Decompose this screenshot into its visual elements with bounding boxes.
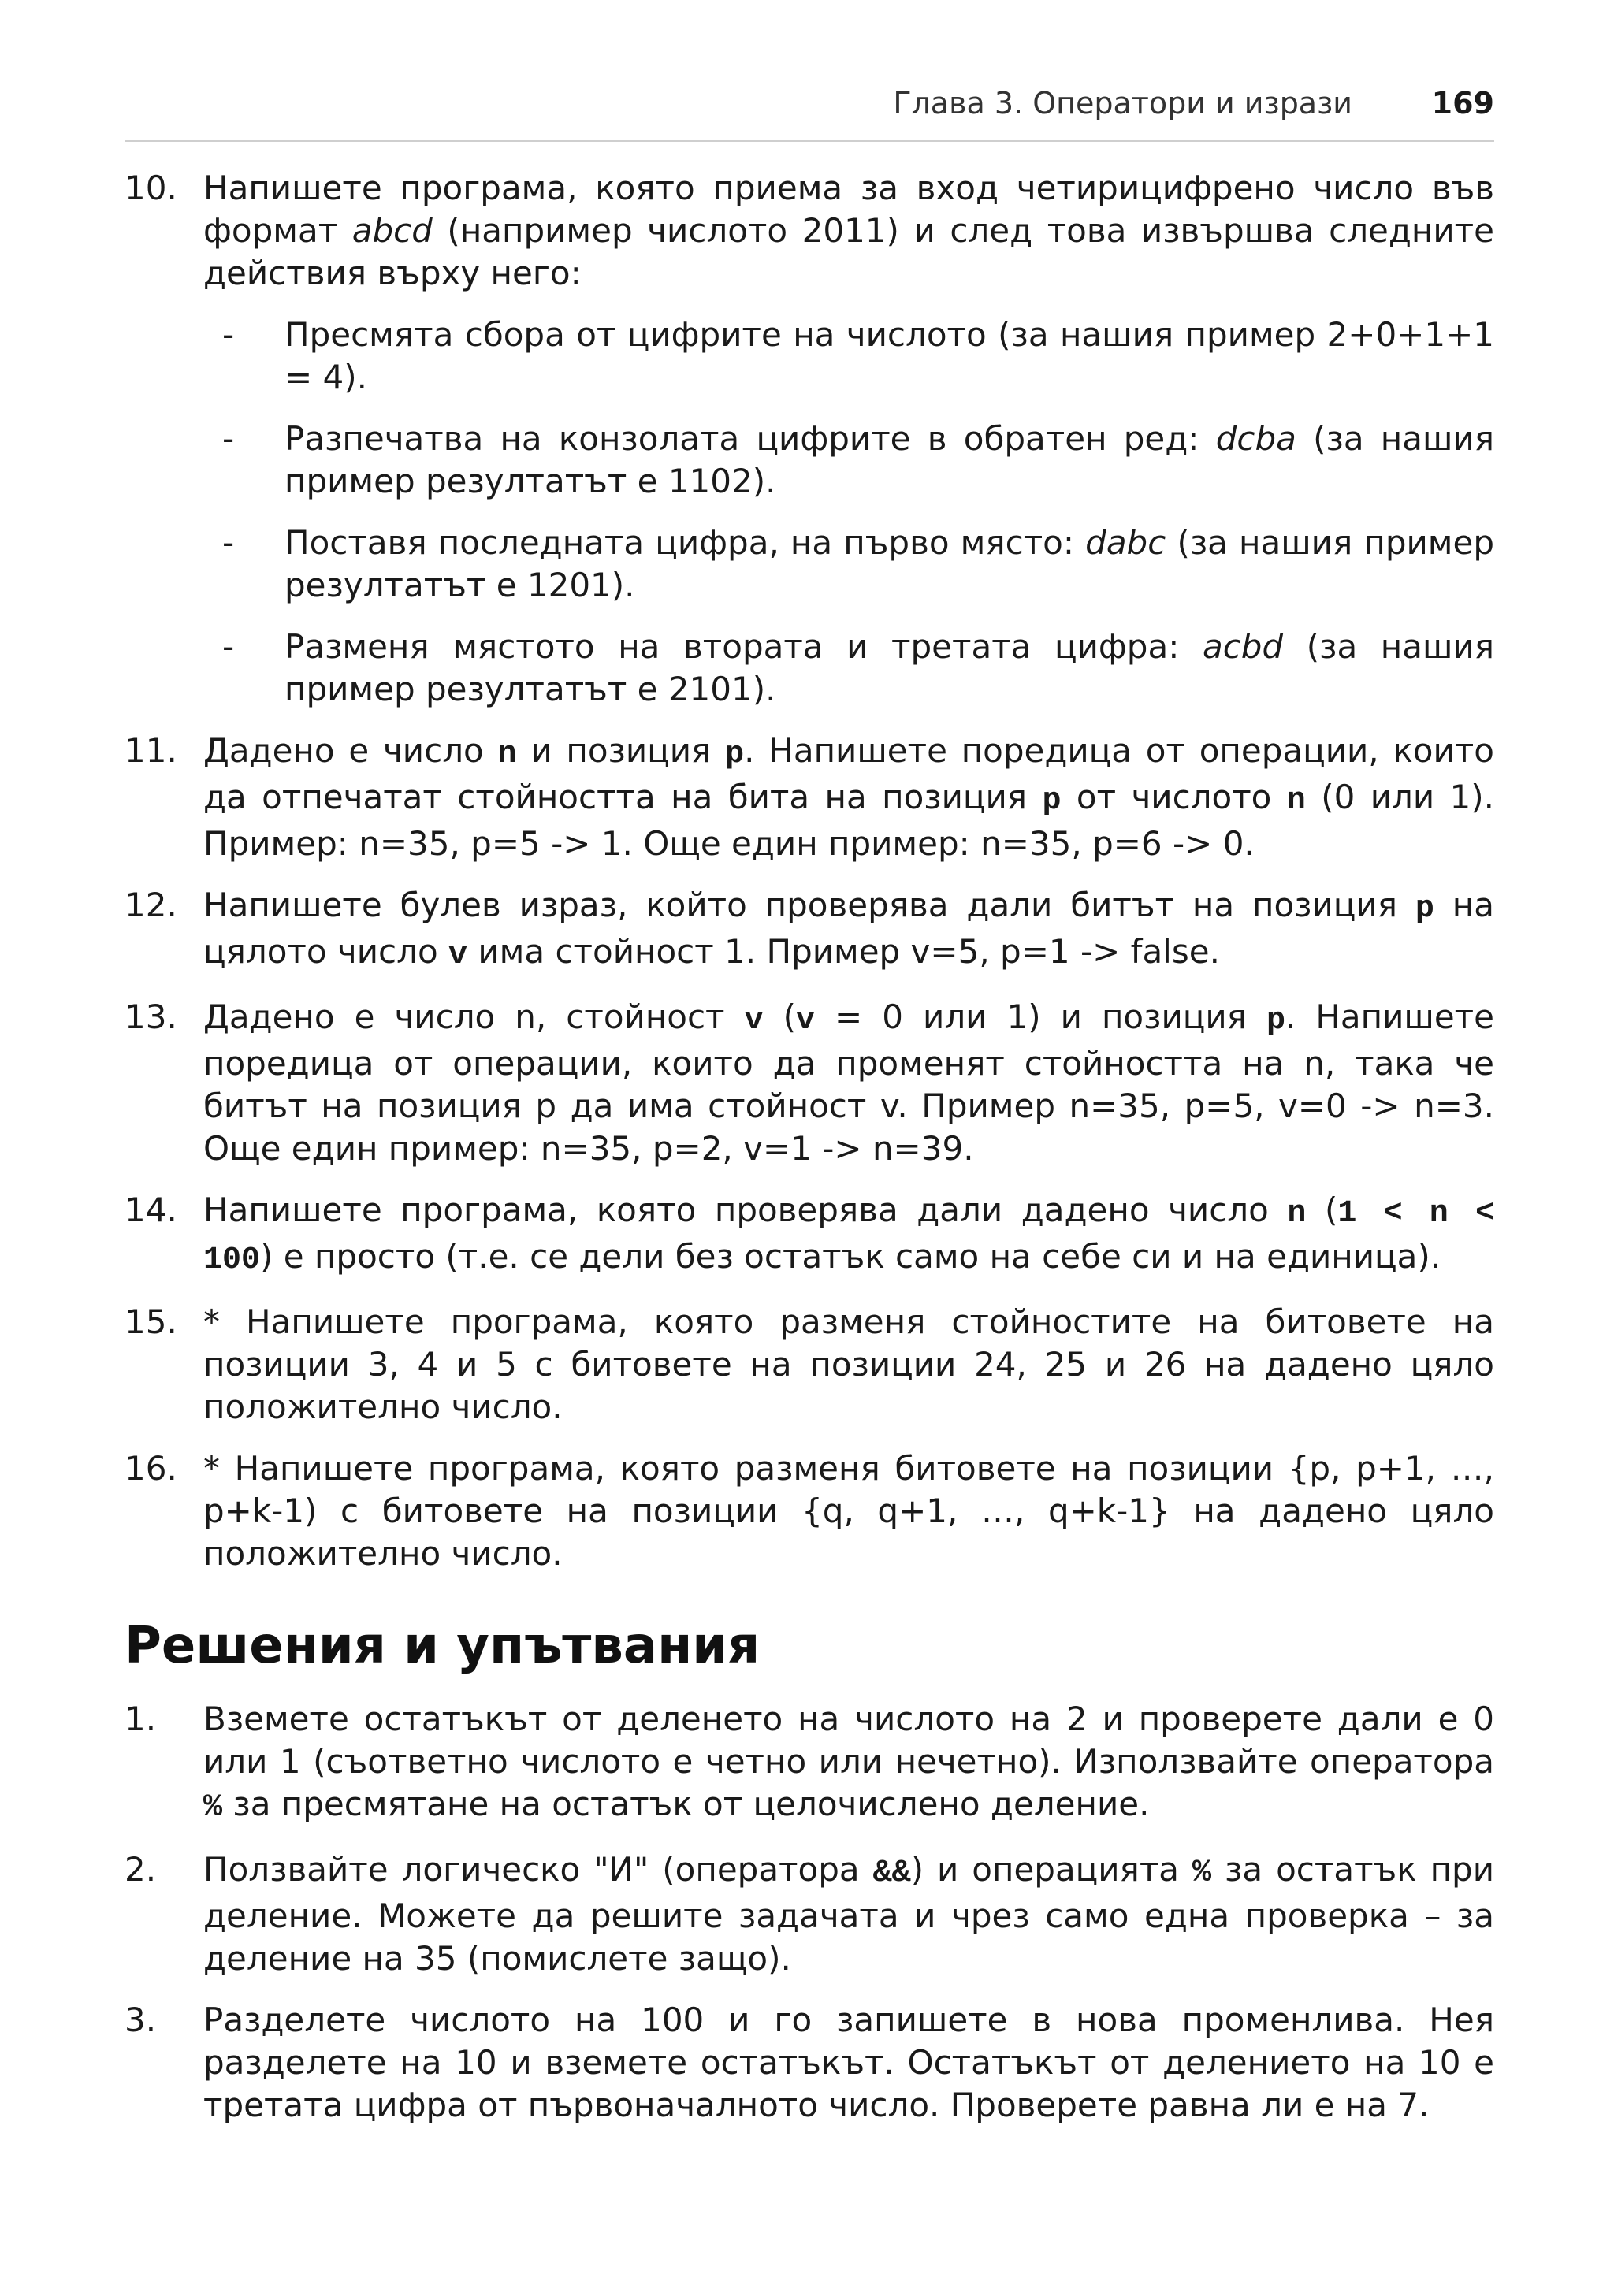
bullet-text [284,626,1494,711]
bullet-list [203,314,1494,711]
text-fragment: * Напишете програма, която разменя битовете на позиции {p, p+1, …, p+k-1) с битовете на позиции {q, q+1, …, q+k-1} на дадено цяло положително число. [203,1449,1494,1573]
text-fragment: Дадено е число [203,731,498,770]
exercise-item-number: 15. [125,1302,177,1341]
exercise-item-number: 10. [125,169,177,207]
exercise-item-number: 16. [125,1449,177,1488]
code-inline: v [448,938,468,973]
exercise-item-number: 11. [125,731,177,770]
solution-item-number: 2. [125,1850,157,1889]
text-fragment: Дадено е число n, стойност [203,998,745,1036]
text-fragment: * Напишете програма, която разменя стойностите на битовете на позиции 3, 4 и 5 с битовете на позиции 24, 25 и 26 на дадено цяло положително число. [203,1302,1494,1426]
bullet-text [284,522,1494,607]
code-inline: % [203,1790,223,1826]
solution-item-number: 1. [125,1700,157,1738]
solution-item-text [203,1698,1494,1830]
emphasis-text: abcd [351,211,433,250]
exercise-item-text [203,1301,1494,1428]
exercise-item-number: 14. [125,1191,177,1229]
exercise-item [125,1189,1494,1282]
emphasis-text: dabc [1085,523,1166,562]
text-fragment: Вземете остатъкът от деленето на числото на 2 и проверете дали е 0 или 1 (съответно числото е четно или нечетно). Използвайте оператора [203,1700,1494,1781]
exercise-item-text [203,167,1494,295]
text-fragment: Пресмята сбора от цифрите на числото (за нашия пример 2+0+1+1 = 4). [284,315,1494,396]
text-fragment: Разпечатва на конзолата цифрите в обратен ред: [284,419,1216,458]
bullet-item [203,314,1494,399]
code-inline: n [497,737,517,772]
code-inline: p [1042,783,1062,819]
code-inline: p [1415,891,1434,927]
bullet-dash: - [222,523,235,562]
text-fragment: ( [1306,1191,1338,1229]
bullet-item [203,522,1494,607]
code-inline: v [744,1003,764,1038]
bullet-dash: - [222,419,235,458]
emphasis-text: acbd [1202,627,1284,666]
exercise-item-text [203,996,1494,1170]
emphasis-text: dcba [1215,419,1296,458]
text-fragment: и позиция [516,731,726,770]
chapter-title: Глава 3. Оператори и изрази [893,86,1352,121]
bullet-text [284,418,1494,503]
solution-item [125,1698,1494,1830]
solution-item-text [203,1999,1494,2127]
bullet-item [203,418,1494,503]
text-fragment: за пресмятане на остатък от целочислено деление. [222,1785,1150,1823]
code-inline: v [796,1003,816,1038]
exercise-item-number: 13. [125,998,177,1036]
exercise-item [125,730,1494,865]
exercise-item-number: 12. [125,886,177,924]
text-fragment: . Напишете поредица от операции, които да отпечатат стойността на бита на позиция [203,731,1494,816]
text-fragment: има стойност 1. Пример v=5, p=1 -> false. [467,932,1220,971]
solution-list [125,1698,1494,2127]
text-fragment: . Напишете поредица от операции, които да променят стойността на n, така че битът на позиция p да има стойност v. Пример n=35, p=5, v=0 -> n=3. Още един пример: n=35, p=2, v=1 -> n=39. [203,998,1494,1168]
text-fragment: Ползвайте логическо "И" (оператора [203,1850,873,1889]
text-fragment: Разменя мястото на втората и третата цифра: [284,627,1203,666]
text-fragment: Напишете булев израз, който проверява дали битът на позиция [203,886,1415,924]
text-fragment: = 0 или 1) и позиция [815,998,1266,1036]
text-fragment: (за нашия пример резултатът е 1102). [284,419,1494,500]
text-fragment: ) и операцията [910,1850,1193,1889]
text-fragment: Поставя последната цифра, на първо място: [284,523,1086,562]
solution-item-number: 3. [125,2001,157,2039]
text-fragment: (0 или 1). Пример: n=35, p=5 -> 1. Още един пример: n=35, p=6 -> 0. [203,778,1495,863]
exercise-item [125,167,1494,711]
text-fragment: ( [763,998,796,1036]
page-header [125,82,1494,142]
exercise-item [125,1301,1494,1428]
exercise-item-text [203,1447,1494,1575]
code-inline: 1 < n < 100 [203,1196,1495,1278]
section-title-solutions: Решения и упътвания [125,1617,761,1675]
exercise-item-text [203,730,1494,865]
text-fragment: (за нашия пример резултатът е 1201). [284,523,1494,604]
page-content [125,167,1494,2146]
code-inline: p [1266,1003,1285,1038]
text-fragment: Напишете програма, която приема за вход четирицифрено число във формат [203,169,1494,250]
code-inline: p [725,737,745,772]
code-inline: n [1286,783,1306,819]
code-inline: && [872,1856,911,1891]
code-inline: % [1192,1856,1212,1891]
exercise-item [125,996,1494,1170]
text-fragment: (за нашия пример резултатът е 2101). [284,627,1494,708]
solution-item [125,1999,1494,2127]
exercise-item [125,1447,1494,1575]
text-fragment: за остатък при деление. Можете да решите задачата и чрез само една проверка – за деление на 35 (помислете защо). [203,1850,1494,1978]
text-fragment: на цялото число [203,886,1494,971]
exercise-item-text [203,1189,1494,1282]
text-fragment: ) е просто (т.е. се дели без остатък само на себе си и на единица). [260,1237,1441,1276]
bullet-dash: - [222,315,235,354]
page-number: 169 [1431,86,1494,121]
exercise-item [125,884,1494,977]
code-inline: n [1287,1196,1307,1232]
exercise-item-text [203,884,1494,977]
text-fragment: от числото [1061,778,1287,816]
solution-item [125,1848,1494,1980]
bullet-text [284,314,1494,399]
bullet-item [203,626,1494,711]
text-fragment: Напишете програма, която проверява дали дадено число [203,1191,1288,1229]
text-fragment: (например числото 2011) и след това извършва следните действия върху него: [203,211,1494,292]
solution-item-text [203,1848,1494,1980]
text-fragment: Разделете числото на 100 и го запишете в нова променлива. Нея разделете на 10 и вземете остатъкът. Остатъкът от делението на 10 е третата цифра от първоначалното число. Проверете равна ли е на 7. [203,2001,1494,2124]
exercise-list [125,167,1494,1575]
bullet-dash: - [222,627,235,666]
